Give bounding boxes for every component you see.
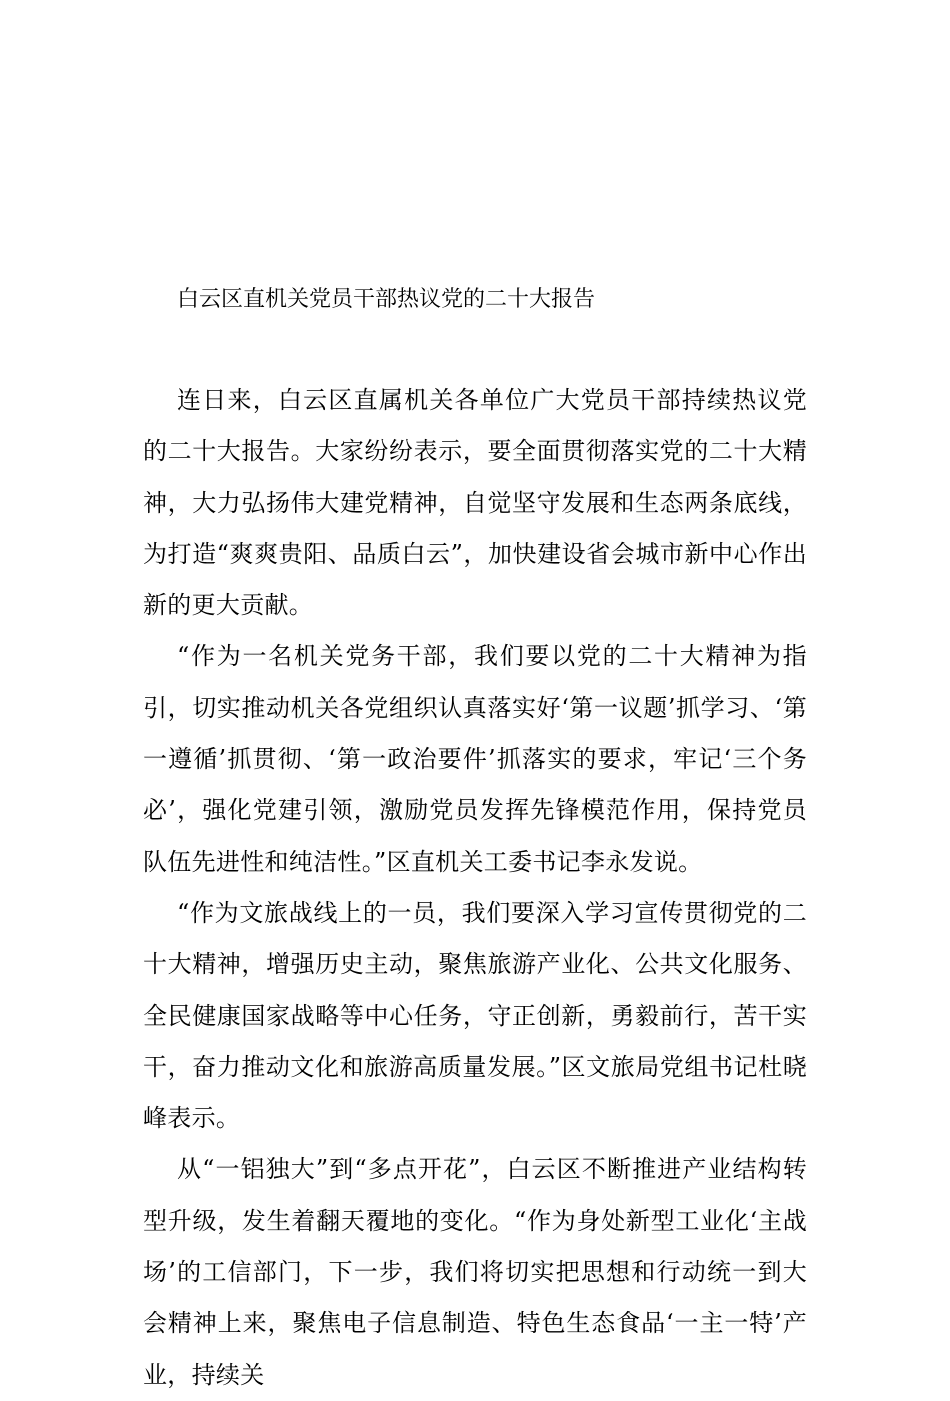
paragraph-quote-party-affairs: “作为一名机关党务干部，我们要以党的二十大精神为指引，切实推动机关各党组织认真落实好‘第一议题’抓学习、‘第一遵循’抓贯彻、‘第一政治要件’抓落实的要求，牢记‘三个务必’，强化党建引领，激励党员发挥先锋模范作用，保持党员队伍先进性和纯洁性。”区直机关工委书记李永发说。 <box>143 642 807 876</box>
document-body <box>143 375 807 1401</box>
paragraph-industry-transformation: 从“一铝独大”到“多点开花”，白云区不断推进产业结构转型升级，发生着翻天覆地的变化。“作为身处新型工业化‘主战场’的工信部门，下一步，我们将切实把思想和行动统一到大会精神上来，聚焦电子信息制造、特色生态食品‘一主一特’产业，持续关 <box>143 1155 807 1389</box>
paragraph-quote-culture-tourism: “作为文旅战线上的一员，我们要深入学习宣传贯彻党的二十大精神，增强历史主动，聚焦旅游产业化、公共文化服务、全民健康国家战略等中心任务，守正创新，勇毅前行，苦干实干，奋力推动文化和旅游高质量发展。”区文旅局党组书记杜晓峰表示。 <box>143 898 807 1133</box>
paragraph-intro: 连日来，白云区直属机关各单位广大党员干部持续热议党的二十大报告。大家纷纷表示，要全面贯彻落实党的二十大精神，大力弘扬伟大建党精神，自觉坚守发展和生态两条底线，为打造“爽爽贵阳、品质白云”，加快建设省会城市新中心作出新的更大贡献。 <box>143 386 807 620</box>
document-title: 白云区直机关党员干部热议党的二十大报告 <box>177 287 596 312</box>
